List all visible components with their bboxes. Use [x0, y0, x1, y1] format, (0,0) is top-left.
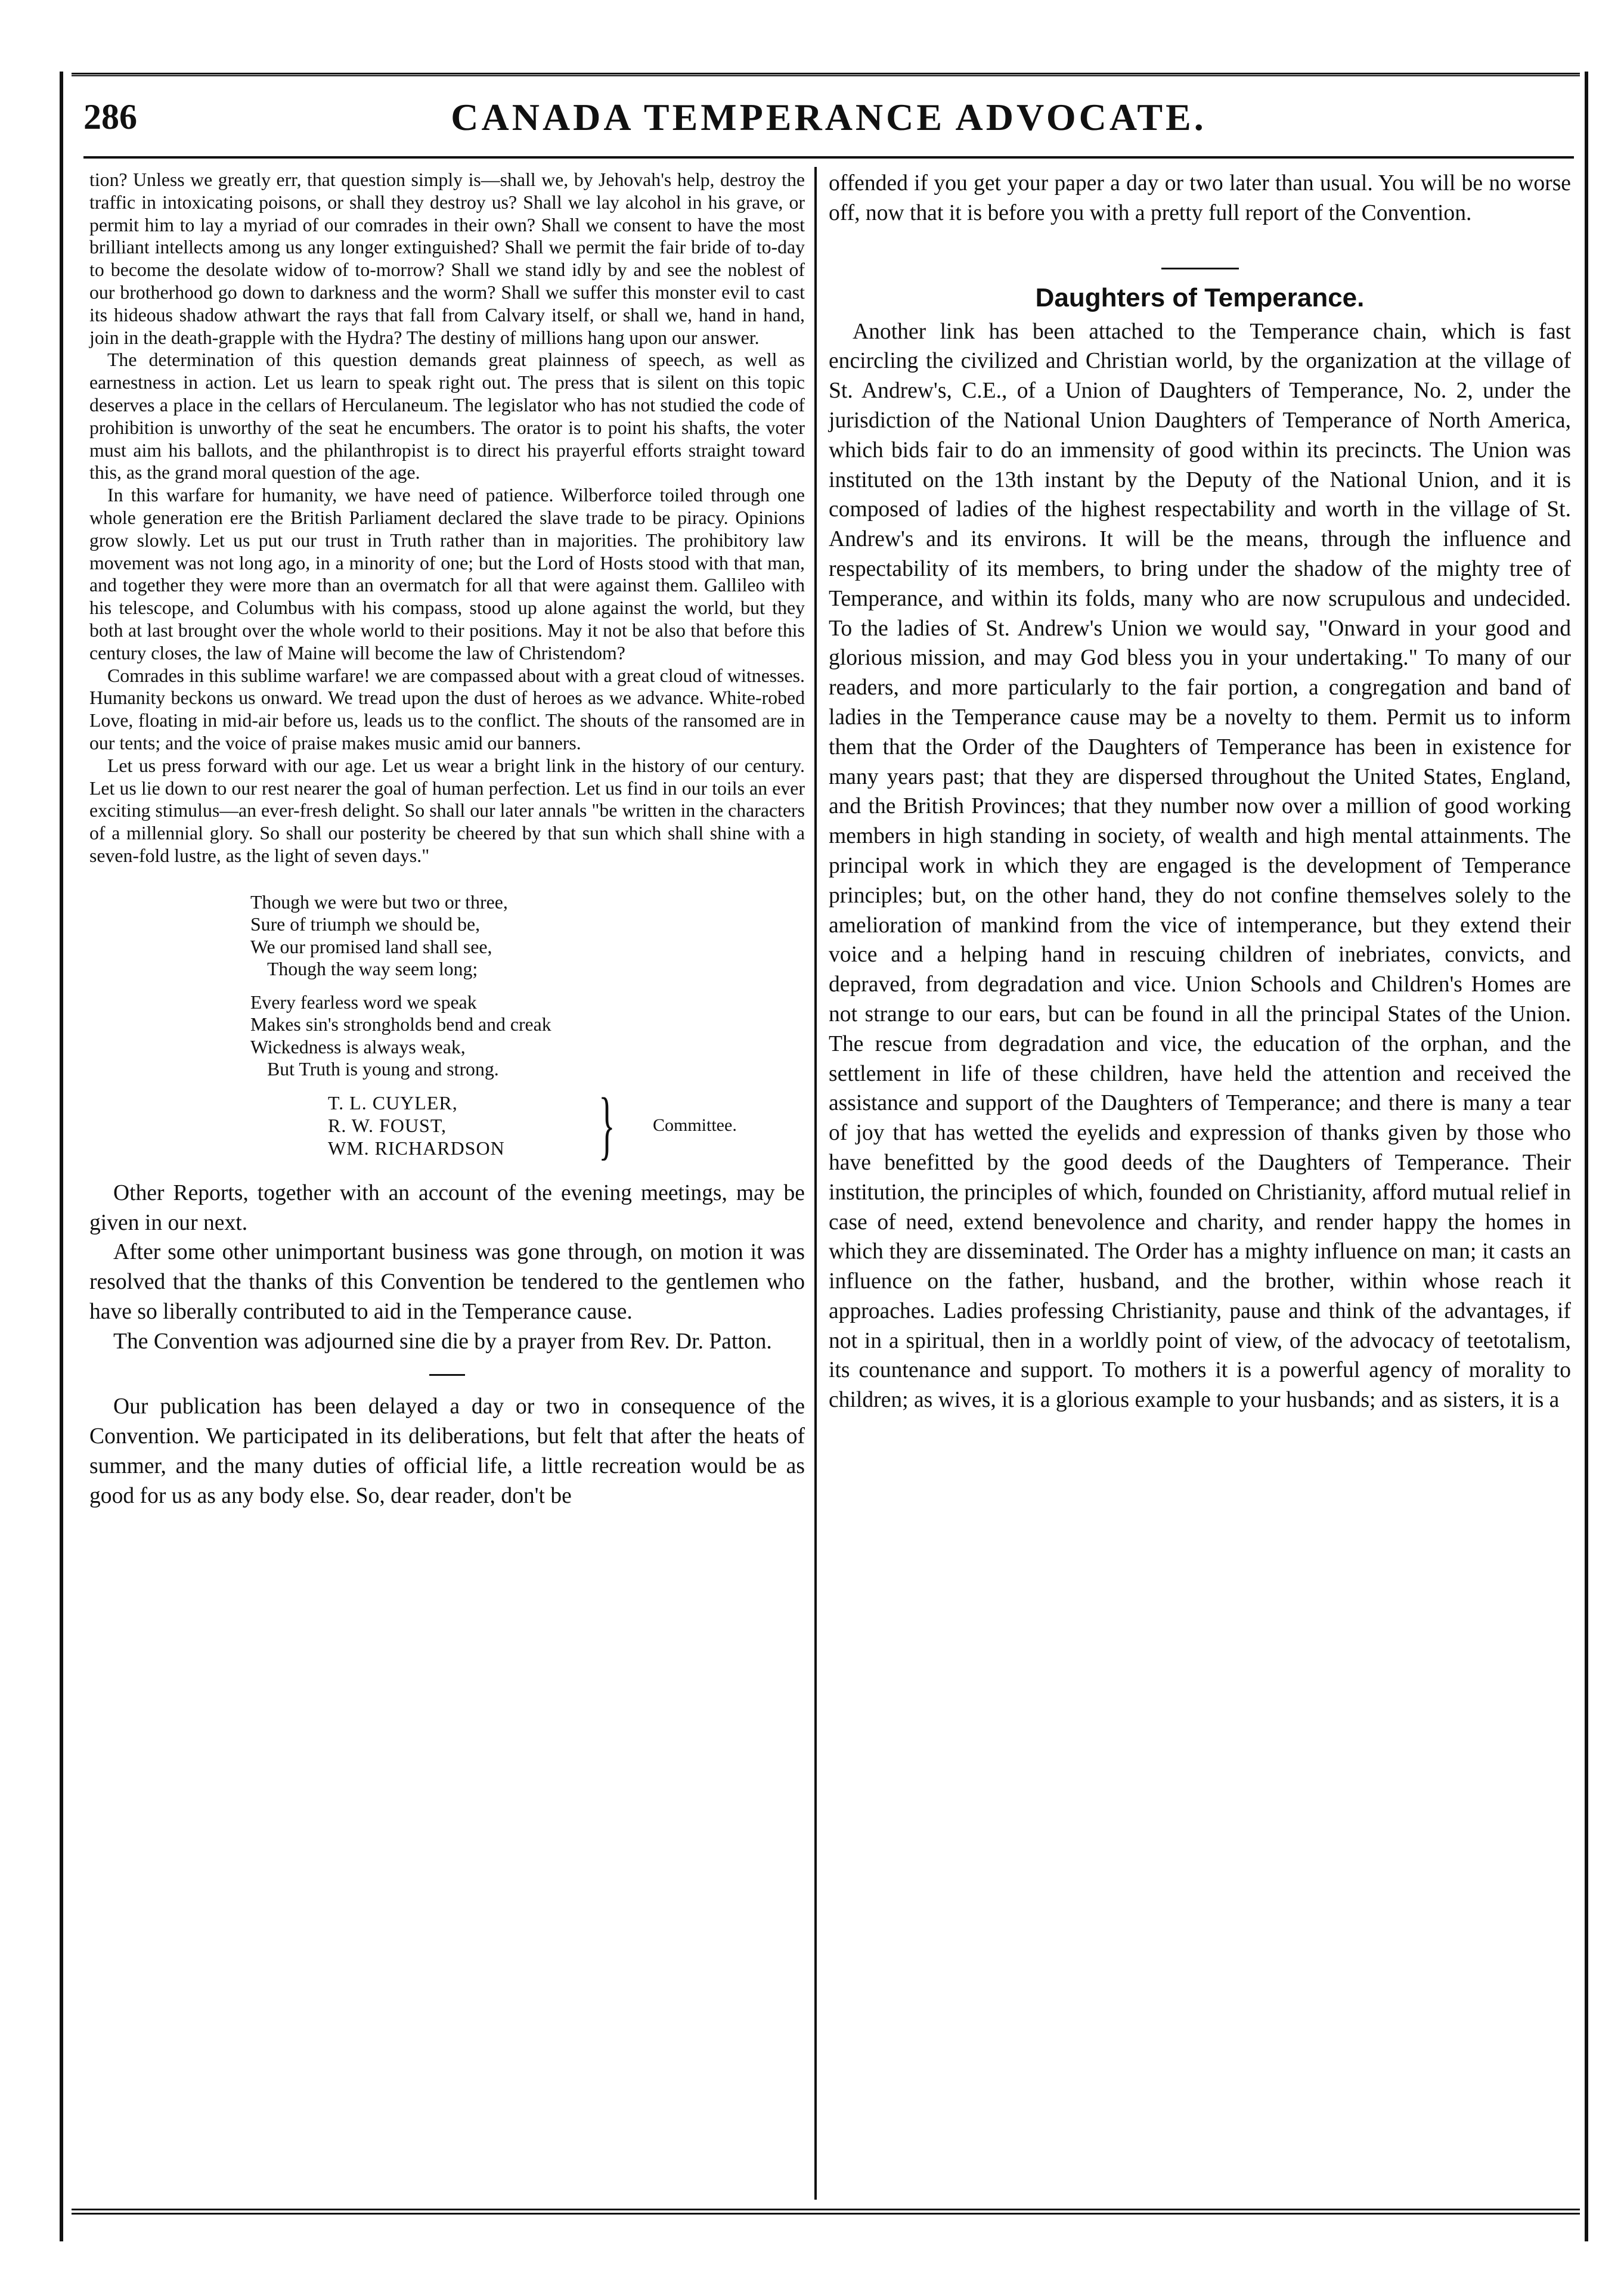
committee-signature	[89, 1082, 805, 1179]
closing-paragraph: Other Reports, together with an account of the evening meetings, may be given in our next.	[89, 1180, 805, 1235]
committee-member: T. L. CUYLER,	[328, 1091, 458, 1114]
brace-glyph: }	[599, 1082, 615, 1167]
closing-paragraph: The Convention was adjourned sine die by a prayer from Rev. Dr. Patton.	[113, 1329, 772, 1354]
page-number: 286	[83, 97, 137, 137]
short-separator	[89, 1356, 805, 1392]
newspaper-title: CANADA TEMPERANCE ADVOCATE.	[451, 96, 1207, 138]
section-rule	[1161, 268, 1239, 269]
poem-line: Every fearless word we speak	[250, 991, 477, 1013]
poem-line: Makes sin's strongholds bend and creak	[250, 1014, 551, 1035]
committee-label: Committee.	[653, 1115, 737, 1135]
committee-names	[328, 1091, 505, 1159]
poem-line: We our promised land shall see,	[250, 936, 492, 957]
page-header	[83, 89, 1574, 155]
poem-line: Sure of triumph we should be,	[250, 914, 481, 935]
convention-address	[89, 169, 805, 867]
poem-line: Wickedness is always weak,	[250, 1036, 466, 1058]
column-divider	[814, 167, 817, 2200]
address-paragraph: Comrades in this sublime warfare! we are compassed about with a great cloud of witnesses. Humanity beckons us onward. We tread upon the dust of heroes as we advance. White-robed Love, floating in mid-air before us, leads us to the conflict. The shouts of the ransomed are in our tents; and the voice of praise makes music amid our banners.	[89, 665, 805, 753]
right-column-text	[829, 169, 1571, 1415]
closing-paragraph: After some other unimportant business was gone through, on motion it was resolved that the thanks of this Convention be tendered to the gentlemen who have so liberally contributed to aid in the Temperance cause.	[89, 1240, 805, 1324]
poem-stanza	[250, 991, 805, 1081]
header-rule	[83, 156, 1574, 159]
publication-note: Our publication has been delayed a day or two in consequence of the Convention. We participated in its deliberations, but felt that after the heats of summer, and the many duties of official life, a little recreation would be as good for us as any body else. So, dear reader, don't be	[89, 1394, 805, 1508]
top-rule	[72, 73, 1580, 76]
address-paragraph: Let us press forward with our age. Let us wear a bright link in the history of our century. Let us lie down to our rest nearer the goal of human perfection. Let us find in our toils an ever exciting stimulus—an ever-fresh delight. So shall our later annals "be written in the characters of a millennial glory. So shall our posterity be cheered by that sun which shall shine with a seven-fold lustre, as the light of seven days."	[89, 755, 805, 866]
left-column	[89, 169, 805, 1511]
poem-line: Though we were but two or three,	[250, 891, 508, 913]
continuation-paragraph: offended if you get your paper a day or two later than usual. You will be no worse off, now that it is before you with a pretty full report of the Convention.	[829, 171, 1571, 225]
convention-closing	[89, 1179, 805, 1511]
poem	[250, 891, 805, 1081]
poem-line: Though the way seem long;	[267, 959, 478, 980]
committee-member: R. W. FOUST,	[328, 1114, 447, 1136]
bottom-rule	[72, 2209, 1580, 2215]
article-body: Another link has been attached to the Temperance chain, which is fast encircling the civilized and Christian world, by the organization at the village of St. Andrew's, C.E., of a Union of Daughters of Temperance, No. 2, under the jurisdiction of the National Union Daughters of Temperance of North America, which bids fair to do an immensity of good within its precincts. The Union was instituted on the 13th instant by the Deputy of the National Union, and it is composed of ladies of the highest respectability and worth in the village of St. Andrew's and its environs. It will be the means, through the influence and respectability of its members, to bring under the shadow of the mighty tree of Temperance, and within its folds, many who are now scrupulous and undecided. To the ladies of St. Andrew's Union we would say, "Onward in your good and glorious mission, and may God bless you in your undertaking." To many of our readers, and more particularly to the fair portion, a congregation and band of ladies in the Temperance cause may be a novelty to them. Permit us to inform them that the Order of the Daughters of Temperance has been in existence for many years past; that they are dispersed throughout the United States, England, and the British Provinces; that they number now over a million of good working members in high standing in society, of wealth and high mental attainments. The principal work in which they are engaged is the development of Temperance principles; but, on the other hand, they do not confine themselves solely to the amelioration of mankind from the vice of intemperance, but they extend their voice and a helping hand in rescuing children of inebriates, convicts, and depraved, from degradation and vice. Union Schools and Children's Homes are not strange to our ears, but can be found in all the principal States of the Union. The rescue from degradation and vice, the education of the orphan, and the settlement in life of these children, have held the attention and received the assistance and support of the Daughters of Temperance; and there is many a tear of joy that has wetted the eyelids and expression of thanks given by those who have benefitted by the good deeds of the Daughters of Temperance. Their institution, the principles of which, founded on Christianity, afford mutual relief in case of need, extend benevolence and charity, and render happy the homes in which they are disseminated. The Order has a mighty influence on man; it casts an influence on the father, husband, and the brother, within whose reach it approaches. Ladies professing Christianity, pause and think of the advantages, if not in a spiritual, then in a worldly point of view, of the advocacy of teetotalism, its countenance and support. To mothers it is a powerful agency of morality to children; as wives, it is a glorious example to your husbands; and as sisters, it is a	[829, 319, 1571, 1413]
address-paragraph: The determination of this question demands great plainness of speech, as well as earnestness in action. Let us learn to speak right out. The press that is silent on this topic deserves a place in the cellars of Herculaneum. The legislator who has not studied the code of prohibition is unworthy of the seat he encumbers. The orator is to point his shafts, the voter must aim his ballots, and the philanthropist is to direct his prayerful efforts straight toward this, as the grand moral question of the age.	[89, 349, 805, 483]
address-paragraph: In this warfare for humanity, we have need of patience. Wilberforce toiled through one whole generation ere the British Parliament declared the slave trade to be piracy. Opinions grow slowly. Let us put our trust in Truth rather than in majorities. The prohibitory law movement was not long ago, in a minority of one; but the Lord of Hosts stood with that man, and together they were more than an overmatch for all that were against them. Gallileo with his telescope, and Columbus with his compass, stood up alone against the world, but they both at last brought over the whole world to their positions. May it not be also that before this century closes, the law of Maine will become the law of Christendom?	[89, 485, 805, 663]
address-paragraph: tion? Unless we greatly err, that question simply is—shall we, by Jehovah's help, destroy the traffic in intoxicating poisons, or shall they destroy us? Shall we lay alcohol in his grave, or permit him to lay a myriad of our comrades in their own? Shall we consent to have the most brilliant intellects among us any longer extinguished? Shall we permit the fair bride of to-day to become the desolate widow of to-morrow? Shall we stand idly by and see the noblest of our brotherhood go down to darkness and the worm? Shall we suffer this monster evil to cast its hideous shadow athwart the rays that fall from Calvary itself, or shall we, hand in hand, join in the death-grapple with the Hydra? The destiny of millions hang upon our answer.	[89, 169, 805, 348]
section-heading: Daughters of Temperance.	[1035, 283, 1365, 312]
committee-member: WM. RICHARDSON	[328, 1137, 505, 1159]
poem-line: But Truth is young and strong.	[267, 1059, 499, 1080]
poem-stanza	[250, 891, 805, 981]
right-column	[829, 169, 1571, 1415]
